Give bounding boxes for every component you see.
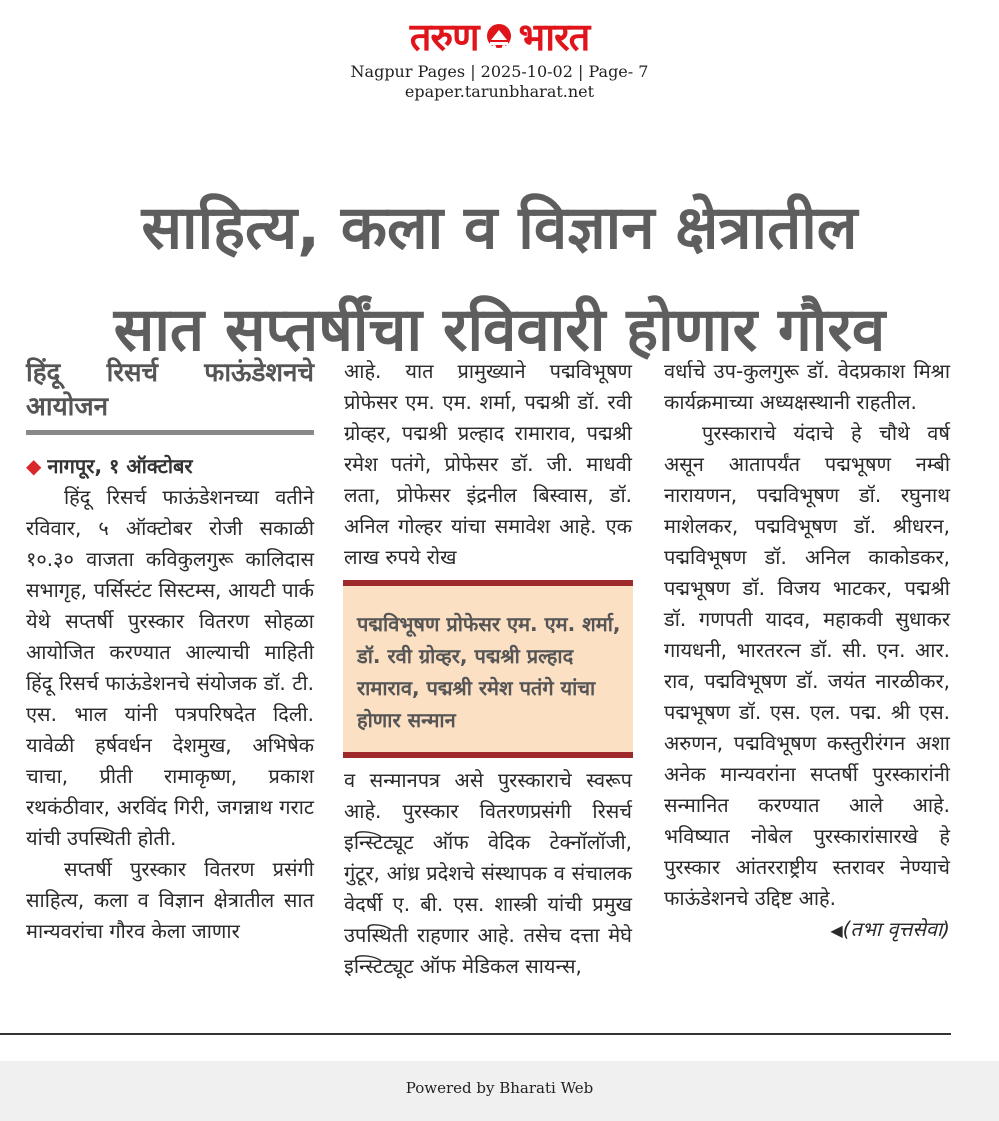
logo-word-left: तरुण — [409, 15, 479, 59]
credit-text: (तभा वृत्तसेवा) — [842, 917, 950, 941]
epaper-url[interactable]: epaper.tarunbharat.net — [404, 82, 595, 101]
body-paragraph-4: व सन्मानपत्र असे पुरस्काराचे स्वरूप आहे. पुरस्कार वितरणप्रसंगी रिसर्च इन्स्टिट्यूट ऑफ वेदिक टेक्नॉलॉजी, गुंटूर, आंध्र प्रदेशचे संस्थापक व संचालक वेदर्षी ए. बी. एस. शास्त्री यांची प्रमुख उपस्थिती राहणार आहे. तसेच दत्ता मेघे इन्स्टिट्यूट ऑफ मेडिकल सायन्स, — [344, 768, 632, 978]
pull-quote-box — [343, 580, 633, 758]
article-column-1 — [26, 356, 314, 947]
footer — [0, 1061, 999, 1121]
body-paragraph-1: हिंदू रिसर्च फाऊंडेशनच्या वतीने रविवार, ५ ऑक्टोबर रोजी सकाळी १०.३० वाजता कविकुलगुरू कालिदास सभागृह, पर्सिस्टंट सिस्टम्स, आयटी पार्क येथे सप्तर्षी पुरस्कार वितरण सोहळा आयोजित करण्यात आल्याची माहिती हिंदू रिसर्च फाऊंडेशनचे संयोजक डॉ. टी. एस. भाल यांनी पत्रपरिषदेत दिली. यावेळी हर्षवर्धन देशमुख, अभिषेक चाचा, प्रीती रामाकृष्ण, प्रकाश रथकंठीवार, अरविंद गिरी, जगन्नाथ गराट यांची उपस्थिती होती. — [26, 485, 314, 850]
news-service-credit — [664, 914, 950, 946]
subheading-rule — [26, 430, 314, 435]
left-arrow-icon: ◀ — [830, 921, 843, 940]
powered-by-text[interactable]: Powered by Bharati Web — [405, 1079, 594, 1097]
headline-line-1: साहित्य, कला व विज्ञान क्षेत्रातील — [141, 193, 858, 264]
article-column-2-top — [344, 356, 632, 573]
pull-quote-text: पद्मविभूषण प्रोफेसर एम. एम. शर्मा, डॉ. रवी ग्रोव्हर, पद्मश्री प्रल्हाद रामाराव, पद्मश्री रमेश पतंगे यांचा होणार सन्मान — [357, 612, 621, 732]
diamond-bullet-icon: ◆ — [26, 454, 42, 478]
dateline: नागपूर, १ ऑक्टोबर — [47, 454, 193, 478]
chariot-emblem-icon — [485, 22, 513, 52]
dateline-paragraph — [26, 451, 314, 482]
logo-word-right: भारत — [518, 15, 590, 59]
masthead — [0, 14, 999, 102]
article-column-2-bottom — [344, 765, 632, 982]
body-paragraph-6: पुरस्काराचे यंदाचे हे चौथे वर्ष असून आतापर्यंत पद्मभूषण नम्बी नारायणन, पद्मविभूषण डॉ. रघुनाथ माशेलकर, पद्मविभूषण डॉ. श्रीधरन, पद्मविभूषण डॉ. अनिल काकोडकर, पद्मभूषण डॉ. विजय भाटकर, पद्मश्री डॉ. गणपती यादव, महाकवी सुधाकर गायधनी, भारतरत्न डॉ. सी. एन. आर. राव, पद्मविभूषण डॉ. जयंत नारळीकर, पद्मभूषण डॉ. एस. एल. पद्म. श्री एस. अरुणन, पद्मविभूषण कस्तुरीरंगन अशा अनेक मान्यवरांना सप्तर्षी पुरस्कारांनी सन्मानित करण्यात आले आहे. भविष्यात नोबेल पुरस्कारांसारखे हे पुरस्कार आंतरराष्ट्रीय स्तरावर नेण्याचे फाऊंडेशनचे उद्दिष्ट आहे. — [664, 421, 950, 910]
subheading: हिंदू रिसर्च फाऊंडेशनचे आयोजन — [26, 358, 314, 422]
edition-meta: Nagpur Pages | 2025-10-02 | Page- 7 — [350, 62, 649, 81]
body-paragraph-5: वर्धाचे उप-कुलगुरू डॉ. वेदप्रकाश मिश्रा कार्यक्रमाच्या अध्यक्षस्थानी राहतील. — [664, 359, 950, 414]
tarun-bharat-logo[interactable] — [410, 14, 590, 60]
page-divider — [0, 1033, 951, 1035]
article-column-3 — [664, 356, 950, 946]
headline-line-2: सात सप्तर्षींचा रविवारी होणार गौरव — [113, 295, 886, 366]
body-paragraph-2: सप्तर्षी पुरस्कार वितरण प्रसंगी साहित्य, कला व विज्ञान क्षेत्रातील सात मान्यवरांचा गौरव केला जाणार — [26, 857, 314, 943]
body-paragraph-3: आहे. यात प्रामुख्याने पद्मविभूषण प्रोफेसर एम. एम. शर्मा, पद्मश्री डॉ. रवी ग्रोव्हर, पद्मश्री प्रल्हाद रामाराव, पद्मश्री रमेश पतंगे, प्रोफेसर डॉ. जी. माधवी लता, प्रोफेसर इंद्रनील बिस्वास, डॉ. अनिल गोल्हर यांचा समावेश आहे. एक लाख रुपये रोख — [344, 359, 632, 569]
